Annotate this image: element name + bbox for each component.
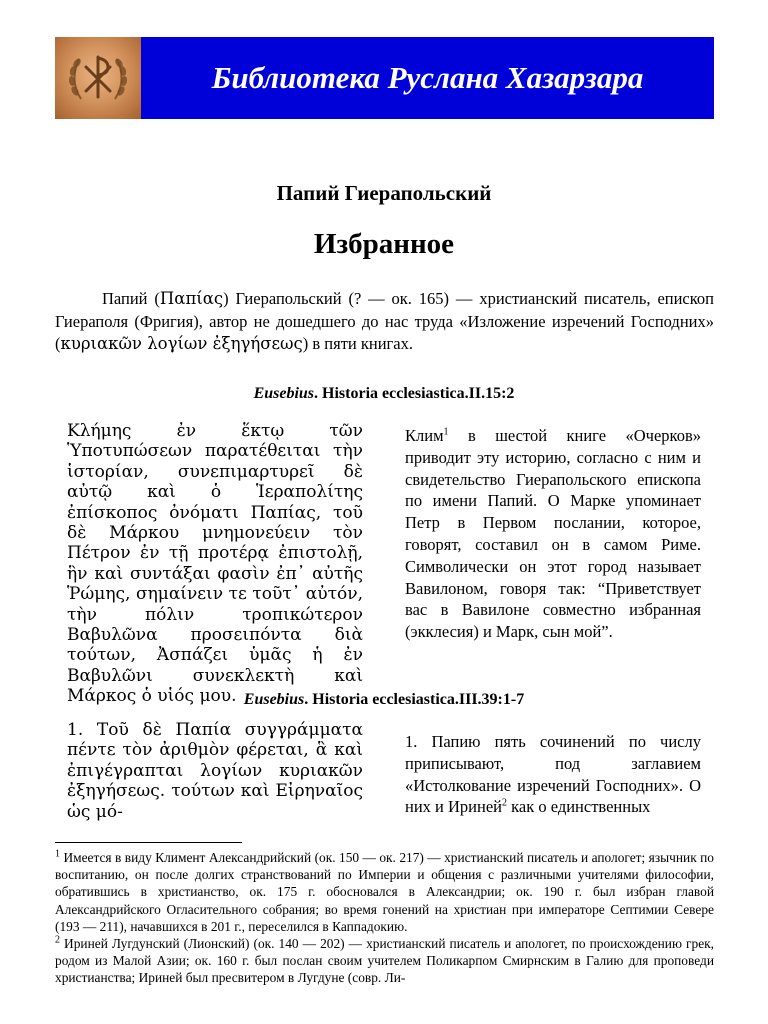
greek-column-2 — [67, 720, 363, 822]
russian-column-2 — [405, 731, 701, 818]
intro-greek-name: Παπίας — [159, 289, 224, 308]
footnote-ref-2[interactable]: 2 — [501, 797, 507, 809]
footnote-number: 2 — [55, 934, 60, 946]
footnote-divider — [55, 842, 242, 843]
footnote-text: Ириней Лугдунский (Лионский) (ок. 140 — 202) — христианский писатель и апологет, по происхождению грек, родом из Малой Азии; ок. 160 г. был послан своим учителем Поликарпом Смирнским в Галию для проповеди христианства; Ириней был пресвитером в Лугдуне (совр. Ли- — [55, 936, 714, 986]
russian-text-start: Клим — [405, 426, 444, 445]
author-heading: Папий Гиерапольский — [276, 181, 492, 205]
source-author: Eusebius — [243, 691, 305, 708]
russian-text-rest: как о единственных — [506, 797, 651, 817]
intro-text-1: Папий ( — [102, 289, 160, 308]
greek-column-1 — [67, 421, 363, 707]
greek-text: 1. Τοῦ δὲ Παπία συγγράμματα πέντε τὸν ἀριθμὸν φέρεται, ἃ καὶ ἐπιγέγραπται λογίων κυριακῶν ἐξηγήσεως. τούτων καὶ Εἰρηναῖος ὡς μό- — [67, 720, 363, 822]
footnotes — [55, 849, 714, 987]
source-author: Eusebius — [253, 385, 315, 402]
footnote-number: 1 — [55, 848, 60, 860]
library-banner — [55, 37, 714, 119]
intro-text-2: ) Гиерапольский (? — ок. 165) — христианский писатель, епископ Гиераполя (Фригия), автор не дошедшего до нас труда «Изложение изречений Господних» ( — [55, 289, 715, 353]
source-heading-2 — [0, 691, 768, 709]
footnote-ref-1[interactable]: 1 — [443, 426, 449, 438]
source-title: . Historia ecclesiastica.III.39:1-7 — [304, 691, 525, 708]
footnote-text: Имеется в виду Климент Александрийский (ок. 150 — ок. 217) — христианский писатель и апологет; язычник по воспитанию, он после долгих странствований по Империи и общения с различными учителями философии, обратившись в христианство, ок. 175 г. обосновался в Александрии; ок. 190 г. был избран главой Александрийского Огласительного собрания; во время гонений на христиан при императоре Септимии Севере (193 — 211), начавшихся в 201 г., переселился в Каппадокию. — [55, 850, 714, 934]
source-heading-1 — [0, 385, 768, 403]
chi-rho-wreath-icon — [55, 37, 141, 119]
intro-greek-title: κυριακῶν λογίων ἐξηγήσεως — [60, 334, 303, 353]
russian-column-1 — [405, 425, 701, 643]
intro-paragraph — [55, 288, 714, 356]
logo-tile — [55, 37, 141, 119]
source-title: . Historia ecclesiastica.II.15:2 — [314, 385, 515, 402]
russian-text-rest: в шестой книге «Очерков» приводит эту историю, согласно с ним и свидетельство Гиерапольского епископа по имени Папий. О Марке упоминает Петр в Первом послании, которое, говорят, составил он в самом Риме. Символически он этот город называет Вавилоном, говоря так: “Приветствует вас в Вавилоне совместно избранная (экклесия) и Марк, сын мой”. — [405, 426, 701, 642]
page-title: Избранное — [313, 228, 455, 260]
intro-text-3: ) в пяти книгах. — [302, 334, 413, 353]
site-title: Библиотека Руслана Хазарзара — [211, 60, 644, 95]
russian-text-start: 1. Папию пять сочинений по числу приписывают, под заглавием «Истолкование изречений Господних». О них и Ириней — [405, 732, 701, 817]
footnote-2 — [55, 935, 714, 987]
greek-text: Κλήμης ἐν ἕκτῳ τῶν Ὑποτυπώσεων παρατέθειται τὴν ἱστορίαν, συνεπιμαρτυρεῖ δὲ αὐτῷ καὶ ὁ Ἱεραπολίτης ἐπίσκοπος ὀνόματι Παπίας, τοῦ δὲ Μάρκου μνημονεύειν τὸν Πέτρον ἐν τῇ προτέρᾳ ἐπιστολῇ, ἣν καὶ συντάξαι φασὶν ἐπ᾽ αὐτῆς Ῥώμης, σημαίνειν τε τοῦτ᾽ αὐτόν, τὴν πόλιν τροπικώτερον Βαβυλῶνα προσειπόντα διὰ τούτων, Ἀσπάζει ὑμᾶς ἡ ἐν Βαβυλῶνι συνεκλεκτὴ καὶ Μάρκος ὁ υἱός μου. — [67, 421, 363, 707]
footnote-1 — [55, 849, 714, 935]
